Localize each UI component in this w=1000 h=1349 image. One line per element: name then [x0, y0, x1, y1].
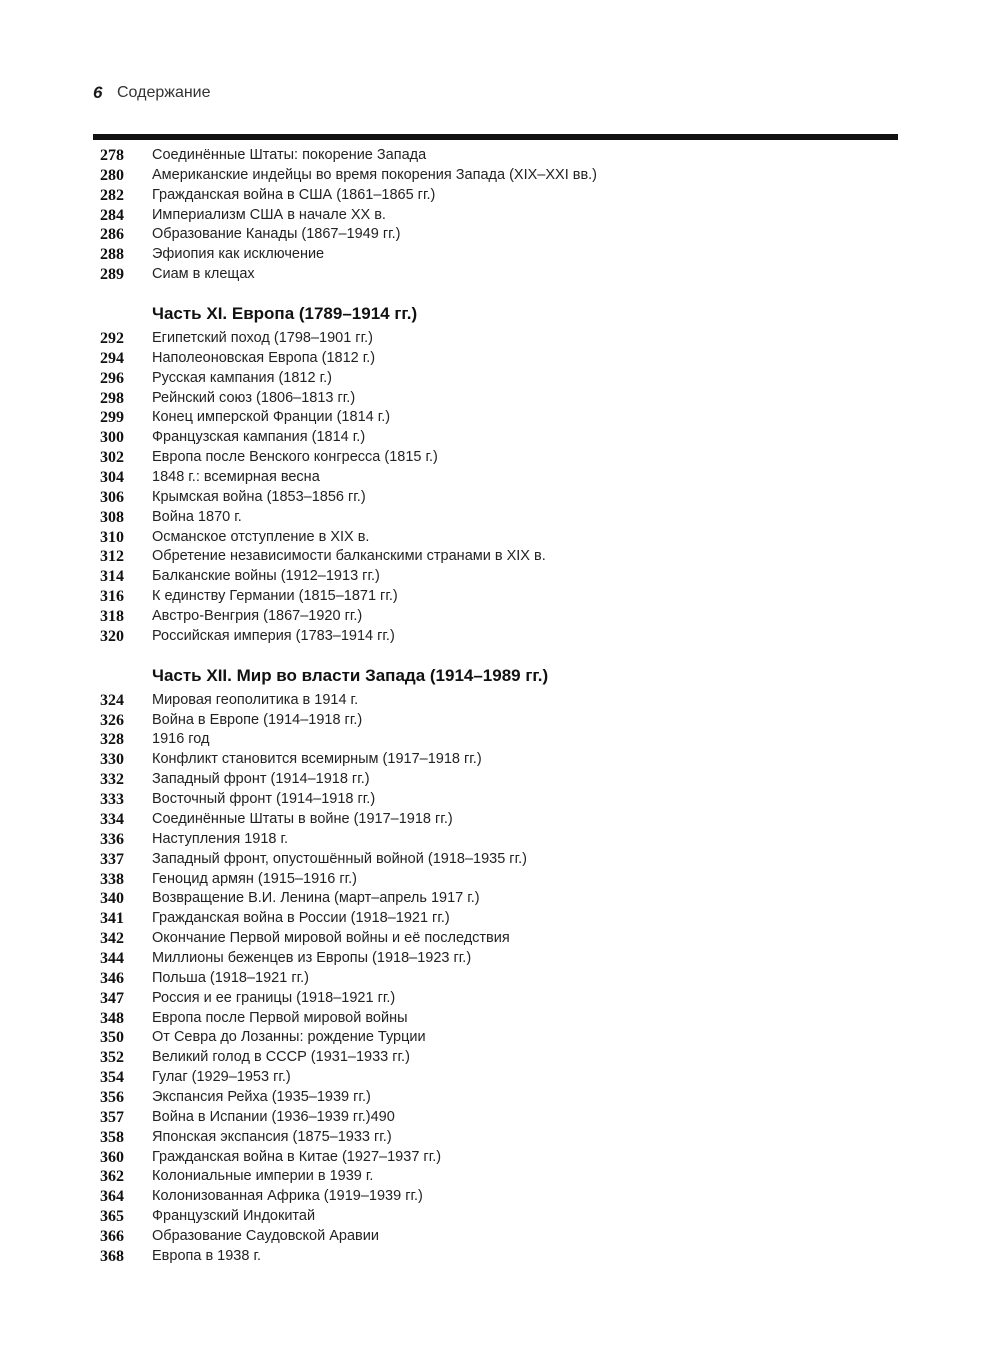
entry-title: Восточный фронт (1914–1918 гг.): [152, 791, 376, 808]
entry-title: Гражданская война в России (1918–1921 гг.): [152, 910, 450, 927]
entry-title: Западный фронт, опустошённый войной (1918–1935 гг.): [152, 850, 527, 867]
entry-title: Конфликт становится всемирным (1917–1918 гг.): [152, 751, 482, 768]
toc-entry: [100, 428, 900, 448]
entry-title: Конец имперской Франции (1814 г.): [152, 409, 391, 426]
entry-page-number: 328: [100, 731, 124, 749]
entry-page-number: 334: [100, 810, 124, 828]
section-heading: Часть XII. Мир во власти Запада (1914–1989 гг.): [152, 665, 549, 685]
entry-title: Наполеоновская Европа (1812 г.): [152, 349, 376, 366]
entry-title: Французский Индокитай: [152, 1208, 316, 1225]
entry-title: Обретение независимости балканскими странами в XIX в.: [152, 548, 546, 565]
entry-page-number: 338: [100, 870, 124, 888]
toc-entry: [100, 830, 900, 850]
entry-page-number: 332: [100, 771, 124, 789]
entry-title: Американские индейцы во время покорения Запада (XIX–XXI вв.): [152, 166, 598, 183]
toc-entry: [100, 929, 900, 949]
toc-entry: [100, 1068, 900, 1088]
entry-page-number: 357: [100, 1108, 124, 1126]
toc-entry: [100, 1009, 900, 1029]
toc-entry: [100, 468, 900, 488]
toc-entry: [100, 1247, 900, 1267]
entry-page-number: 289: [100, 266, 124, 284]
toc-entry: [100, 711, 900, 731]
running-header: [93, 82, 211, 104]
toc-entry: [100, 166, 900, 186]
entry-title: Балканские войны (1912–1913 гг.): [152, 568, 380, 585]
entry-title: Европа после Венского конгресса (1815 г.): [152, 449, 438, 466]
entry-page-number: 352: [100, 1049, 124, 1067]
toc-entry: [100, 508, 900, 528]
entry-title: Война 1870 г.: [152, 508, 242, 525]
entry-page-number: 310: [100, 528, 124, 546]
entry-title: От Севра до Лозанны: рождение Турции: [152, 1029, 426, 1046]
entry-title: Соединённые Штаты: покорение Запада: [152, 147, 427, 163]
toc-entry: [100, 448, 900, 468]
entry-title: Геноцид армян (1915–1916 гг.): [152, 870, 357, 887]
toc-entry: [100, 1088, 900, 1108]
entry-title: Крымская война (1853–1856 гг.): [152, 488, 366, 505]
entry-title: Гражданская война в США (1861–1865 гг.): [152, 186, 436, 203]
entry-title: Великий голод в СССР (1931–1933 гг.): [152, 1049, 410, 1066]
entry-page-number: 360: [100, 1148, 124, 1166]
toc-entry: [100, 389, 900, 409]
toc-entry: [100, 1207, 900, 1227]
toc-entry: [100, 1227, 900, 1247]
toc-entry: [100, 1028, 900, 1048]
toc-entry: [100, 245, 900, 265]
entry-page-number: 354: [100, 1069, 124, 1087]
table-of-contents: [100, 146, 900, 1267]
toc-entry: [100, 730, 900, 750]
entry-title: Гражданская война в Китае (1927–1937 гг.): [152, 1148, 442, 1165]
entry-page-number: 337: [100, 850, 124, 868]
entry-page-number: 358: [100, 1128, 124, 1146]
entry-page-number: 347: [100, 989, 124, 1007]
entry-page-number: 302: [100, 449, 124, 467]
entry-title: Империализм США в начале XX в.: [152, 206, 386, 223]
entry-title: Колонизованная Африка (1919–1939 гг.): [152, 1188, 423, 1205]
header-rule: [93, 134, 898, 140]
entry-page-number: 365: [100, 1208, 124, 1226]
entry-title: 1916 год: [152, 731, 210, 748]
entry-page-number: 326: [100, 711, 124, 729]
toc-entry: [100, 146, 900, 166]
entry-page-number: 342: [100, 930, 124, 948]
toc-entry: [100, 186, 900, 206]
entry-page-number: 336: [100, 830, 124, 848]
entry-page-number: 318: [100, 608, 124, 626]
entry-page-number: 286: [100, 226, 124, 244]
toc-entry: [100, 949, 900, 969]
entry-page-number: 341: [100, 910, 124, 928]
entry-title: Египетский поход (1798–1901 гг.): [152, 330, 373, 347]
entry-title: Польша (1918–1921 гг.): [152, 969, 310, 986]
entry-title: Россия и ее границы (1918–1921 гг.): [152, 989, 396, 1006]
toc-entry: [100, 369, 900, 389]
running-title: Содержание: [117, 84, 211, 101]
entry-page-number: 340: [100, 890, 124, 908]
toc-entry: [100, 206, 900, 226]
entry-title: Соединённые Штаты в войне (1917–1918 гг.): [152, 810, 453, 827]
entry-title: Русская кампания (1812 г.): [152, 369, 332, 386]
toc-entry: [100, 1187, 900, 1207]
toc-entry: [100, 969, 900, 989]
entry-page-number: 344: [100, 949, 124, 967]
entry-title: Мировая геополитика в 1914 г.: [152, 691, 359, 708]
toc-entry: [100, 488, 900, 508]
toc-entry: [100, 750, 900, 770]
toc-entry: [100, 349, 900, 369]
toc-entry: [100, 691, 900, 711]
entry-title: Экспансия Рейха (1935–1939 гг.): [152, 1088, 371, 1105]
entry-page-number: 278: [100, 147, 124, 164]
entry-page-number: 346: [100, 969, 124, 987]
toc-entry: [100, 528, 900, 548]
toc-entry: [100, 909, 900, 929]
entry-page-number: 280: [100, 166, 124, 184]
entry-title: Сиам в клещах: [152, 266, 255, 283]
toc-entry: [100, 1128, 900, 1148]
entry-title: Война в Испании (1936–1939 гг.)490: [152, 1108, 395, 1125]
entry-title: Образование Саудовской Аравии: [152, 1227, 379, 1244]
toc-entry: [100, 607, 900, 627]
toc-entry: [100, 1108, 900, 1128]
entry-title: 1848 г.: всемирная весна: [152, 469, 320, 486]
toc-entry: [100, 1048, 900, 1068]
entry-title: Западный фронт (1914–1918 гг.): [152, 771, 370, 788]
entry-page-number: 330: [100, 751, 124, 769]
toc-entry: [100, 567, 900, 587]
entry-title: Европа после Первой мировой войны: [152, 1009, 408, 1026]
toc-entry: [100, 810, 900, 830]
entry-title: Возвращение В.И. Ленина (март–апрель 1917 г.): [152, 890, 480, 907]
entry-title: Наступления 1918 г.: [152, 830, 289, 847]
toc-entry: [100, 790, 900, 810]
toc-entry: [100, 1167, 900, 1187]
toc-entry: [100, 627, 900, 647]
toc-entry: [100, 1148, 900, 1168]
entry-page-number: 304: [100, 469, 124, 487]
toc-entry: [100, 850, 900, 870]
entry-page-number: 308: [100, 508, 124, 526]
toc-entry: [100, 265, 900, 285]
toc-entry: [100, 889, 900, 909]
entry-title: Европа в 1938 г.: [152, 1247, 262, 1264]
toc-entry: [100, 770, 900, 790]
entry-page-number: 296: [100, 369, 124, 387]
entry-title: Эфиопия как исключение: [152, 246, 325, 263]
toc-entry: [100, 587, 900, 607]
entry-title: Война в Европе (1914–1918 гг.): [152, 711, 363, 728]
entry-title: К единству Германии (1815–1871 гг.): [152, 588, 398, 605]
entry-page-number: 288: [100, 246, 124, 264]
toc-entry: [100, 547, 900, 567]
entry-title: Османское отступление в XIX в.: [152, 528, 370, 545]
entry-page-number: 362: [100, 1168, 124, 1186]
entry-page-number: 366: [100, 1227, 124, 1245]
entry-page-number: 284: [100, 206, 124, 224]
entry-page-number: 282: [100, 186, 124, 204]
entry-title: Российская империя (1783–1914 гг.): [152, 627, 395, 644]
entry-title: Колониальные империи в 1939 г.: [152, 1168, 374, 1185]
entry-title: Австро-Венгрия (1867–1920 гг.): [152, 608, 363, 625]
entry-title: Рейнский союз (1806–1813 гг.): [152, 389, 356, 406]
entry-page-number: 292: [100, 330, 124, 348]
entry-page-number: 314: [100, 568, 124, 586]
entry-title: Японская экспансия (1875–1933 гг.): [152, 1128, 392, 1145]
section-heading: Часть XI. Европа (1789–1914 гг.): [152, 304, 418, 324]
entry-page-number: 298: [100, 389, 124, 407]
entry-page-number: 368: [100, 1247, 124, 1265]
entry-page-number: 316: [100, 588, 124, 606]
entry-page-number: 333: [100, 791, 124, 809]
toc-entry: [100, 329, 900, 349]
entry-title: Образование Канады (1867–1949 гг.): [152, 226, 401, 243]
entry-title: Окончание Первой мировой войны и её последствия: [152, 930, 510, 947]
entry-page-number: 300: [100, 429, 124, 447]
entry-page-number: 320: [100, 627, 124, 645]
entry-title: Французская кампания (1814 г.): [152, 429, 366, 446]
entry-page-number: 294: [100, 349, 124, 367]
entry-page-number: 299: [100, 409, 124, 427]
toc-entry: [100, 225, 900, 245]
entry-page-number: 364: [100, 1188, 124, 1206]
toc-entry: [100, 989, 900, 1009]
toc-entry: [100, 870, 900, 890]
page-number: 6: [93, 83, 103, 102]
toc-entry: [100, 408, 900, 428]
entry-page-number: 306: [100, 488, 124, 506]
entry-page-number: 312: [100, 548, 124, 566]
entry-page-number: 350: [100, 1029, 124, 1047]
entry-page-number: 356: [100, 1088, 124, 1106]
entry-page-number: 324: [100, 691, 124, 709]
entry-title: Миллионы беженцев из Европы (1918–1923 гг.): [152, 949, 472, 966]
entry-page-number: 348: [100, 1009, 124, 1027]
entry-title: Гулаг (1929–1953 гг.): [152, 1069, 291, 1086]
